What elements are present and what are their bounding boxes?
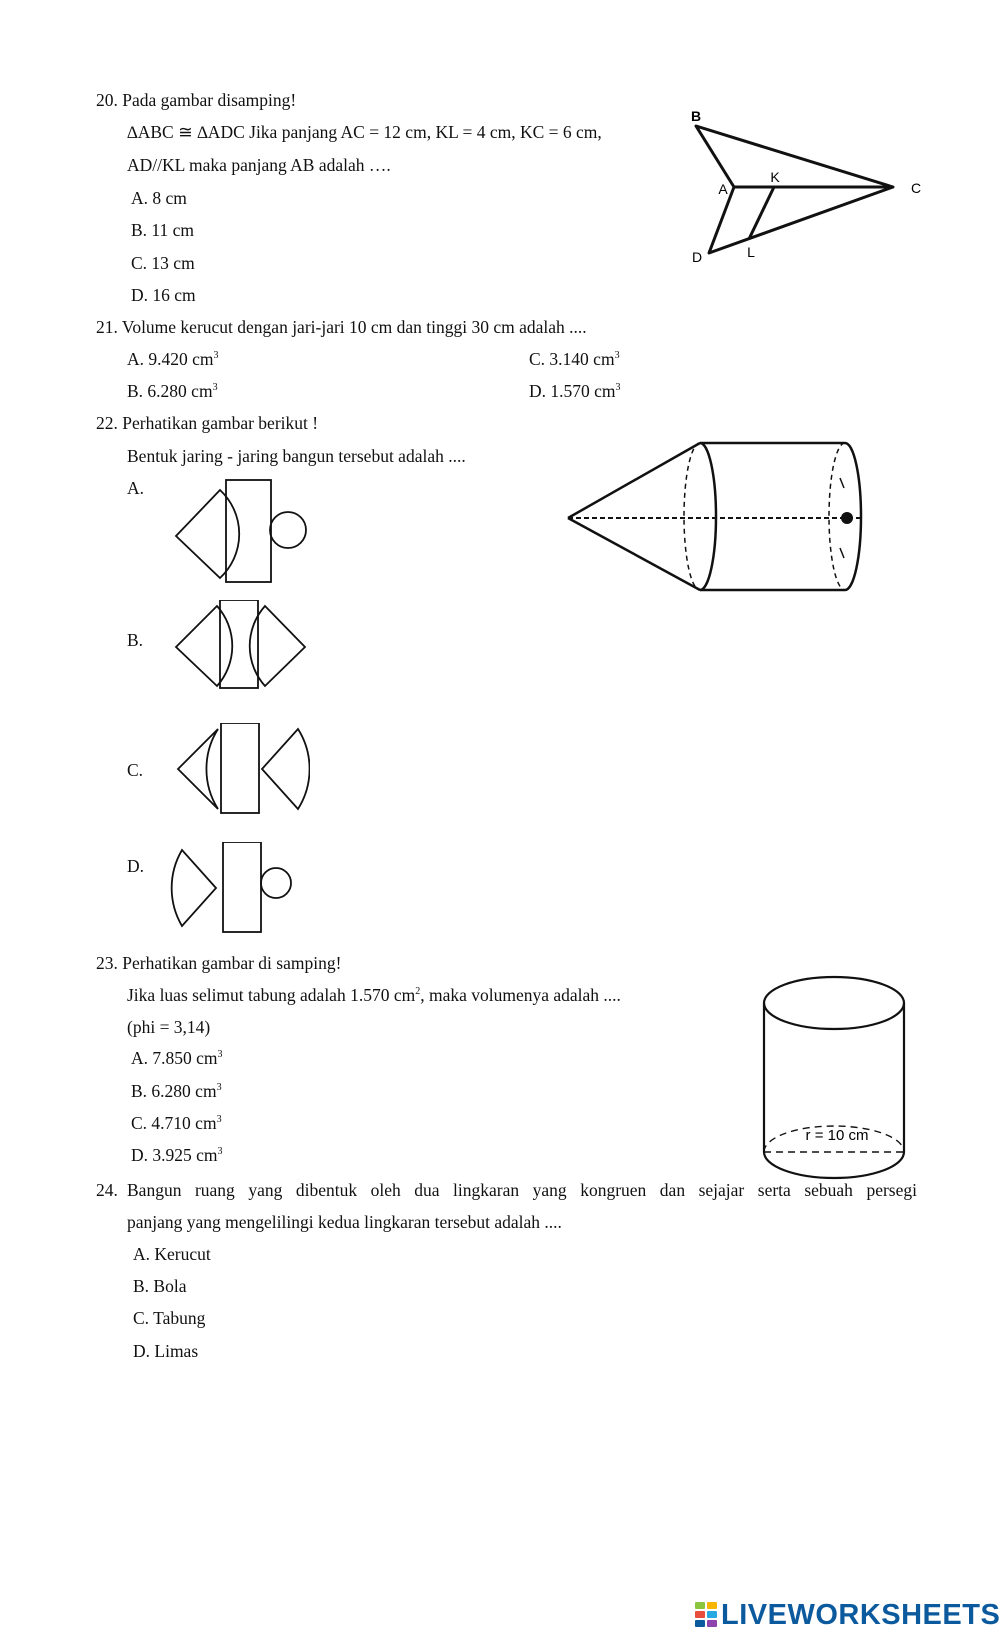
q22-stem: 22. Perhatikan gambar berikut ! bbox=[96, 413, 319, 433]
q20-line3: AD//KL maka panjang AB adalah …. bbox=[127, 155, 391, 175]
q23-line2-post: , maka volumenya adalah .... bbox=[420, 985, 621, 1005]
net-c-right-sector-hidden bbox=[262, 729, 302, 809]
cone-upper-edge bbox=[568, 443, 700, 518]
q23-stem: 23. Perhatikan gambar di samping! bbox=[96, 953, 342, 973]
label-l: L bbox=[747, 244, 755, 260]
q24-line2: panjang yang mengelilingi kedua lingkaran tersebut adalah .... bbox=[127, 1212, 562, 1232]
q24-line1: Bangun ruang yang dibentuk oleh dua lingkaran yang kongruen dan sejajar serta sebuah persegi bbox=[127, 1180, 917, 1200]
q23-option-c-sup: 3 bbox=[216, 1114, 222, 1126]
q23-option-b-sup: 3 bbox=[216, 1082, 222, 1094]
q20-option-d[interactable]: D. 16 cm bbox=[131, 285, 196, 305]
q20-option-a[interactable]: A. 8 cm bbox=[131, 188, 187, 208]
q23-option-c-text: C. 4.710 cm bbox=[131, 1113, 217, 1133]
q21-option-d-sup: 3 bbox=[615, 382, 621, 394]
net-c-left-sector-outline bbox=[178, 729, 218, 809]
q22-option-a-label[interactable]: A. bbox=[127, 478, 145, 498]
q24-option-d[interactable]: D. Limas bbox=[133, 1341, 199, 1361]
q21-option-b-sup: 3 bbox=[212, 382, 218, 394]
q20-kite-figure bbox=[670, 100, 950, 280]
q21-option-a-text: A. 9.420 cm bbox=[127, 349, 214, 369]
q20-line2: ∆ABC ≅ ∆ADC Jika panjang AC = 12 cm, KL = 4 cm, KC = 6 cm, bbox=[127, 122, 602, 142]
q23-line2-pre: Jika luas selimut tabung adalah 1.570 cm bbox=[127, 985, 416, 1005]
q24-number: 24. bbox=[96, 1180, 118, 1200]
q23-option-d-sup: 3 bbox=[217, 1146, 223, 1158]
net-a-rect bbox=[226, 480, 271, 582]
q23-option-c[interactable] bbox=[131, 1113, 222, 1133]
q22-option-b-label[interactable]: B. bbox=[127, 630, 144, 650]
center-point bbox=[841, 512, 853, 524]
q22-line2: Bentuk jaring - jaring bangun tersebut adalah .... bbox=[127, 446, 466, 466]
q23-option-b-text: B. 6.280 cm bbox=[131, 1081, 217, 1101]
q24-option-c[interactable]: C. Tabung bbox=[133, 1308, 206, 1328]
q23-option-b[interactable] bbox=[131, 1081, 222, 1101]
q21-option-d[interactable] bbox=[529, 381, 621, 401]
label-a: A bbox=[718, 181, 728, 197]
q21-option-a-sup: 3 bbox=[213, 350, 219, 362]
cylinder-top bbox=[764, 977, 904, 1029]
q22-net-c[interactable] bbox=[170, 723, 310, 818]
q22-option-c-label[interactable]: C. bbox=[127, 760, 144, 780]
label-c: C bbox=[910, 180, 922, 196]
q23-cylinder-figure bbox=[760, 975, 910, 1180]
radius-label: r = 10 cm bbox=[805, 1127, 869, 1144]
net-a-circle bbox=[270, 512, 306, 548]
q21-option-a[interactable] bbox=[127, 349, 219, 369]
liveworksheets-logo-text: LIVEWORKSHEETS bbox=[721, 1598, 1000, 1631]
q24-option-a[interactable]: A. Kerucut bbox=[133, 1244, 211, 1264]
q22-cone-cylinder-figure bbox=[560, 440, 870, 605]
q21-option-c[interactable] bbox=[529, 349, 620, 369]
q23-option-a[interactable] bbox=[131, 1048, 223, 1068]
q21-option-b-text: B. 6.280 cm bbox=[127, 381, 213, 401]
liveworksheets-logo-icon bbox=[695, 1602, 717, 1628]
q22-option-d-label[interactable]: D. bbox=[127, 856, 145, 876]
label-b: B bbox=[690, 108, 702, 124]
label-k: K bbox=[770, 169, 780, 185]
tick-upper bbox=[840, 478, 844, 488]
q21-option-b[interactable] bbox=[127, 381, 218, 401]
q21-option-d-text: D. 1.570 cm bbox=[529, 381, 616, 401]
q22-net-d[interactable] bbox=[170, 842, 310, 937]
q23-line3: (phi = 3,14) bbox=[127, 1017, 211, 1037]
q20-option-c[interactable]: C. 13 cm bbox=[131, 253, 195, 273]
net-c-right-sector bbox=[262, 729, 310, 809]
q20-stem: 20. Pada gambar disamping! bbox=[96, 90, 297, 110]
net-d-rect bbox=[223, 842, 261, 932]
liveworksheets-logo[interactable] bbox=[695, 1598, 1000, 1632]
cylinder-bottom-front bbox=[764, 1152, 904, 1178]
q21-option-c-sup: 3 bbox=[614, 350, 620, 362]
q21-stem: 21. Volume kerucut dengan jari-jari 10 cm dan tinggi 30 cm adalah .... bbox=[96, 317, 587, 337]
q23-option-d[interactable] bbox=[131, 1145, 223, 1165]
net-a-sector bbox=[176, 490, 239, 578]
cone-lower-edge bbox=[568, 518, 700, 590]
q22-net-b[interactable] bbox=[170, 600, 310, 695]
q24-option-b[interactable]: B. Bola bbox=[133, 1276, 187, 1296]
net-c-rect bbox=[221, 723, 259, 813]
net-d-circle bbox=[261, 868, 291, 898]
q22-net-a[interactable] bbox=[170, 478, 310, 588]
left-base-back bbox=[684, 443, 700, 590]
left-base-front bbox=[700, 443, 716, 590]
q23-option-d-text: D. 3.925 cm bbox=[131, 1145, 218, 1165]
q23-option-a-text: A. 7.850 cm bbox=[131, 1048, 218, 1068]
net-d-sector bbox=[172, 850, 216, 926]
net-b-left-sector bbox=[176, 606, 232, 686]
q23-line2 bbox=[127, 985, 621, 1005]
label-d: D bbox=[691, 249, 703, 265]
q21-option-c-text: C. 3.140 cm bbox=[529, 349, 615, 369]
q23-option-a-sup: 3 bbox=[217, 1049, 223, 1061]
tick-lower bbox=[840, 548, 844, 558]
q23-line2-sup: 2 bbox=[415, 986, 421, 998]
q20-option-b[interactable]: B. 11 cm bbox=[131, 220, 195, 240]
